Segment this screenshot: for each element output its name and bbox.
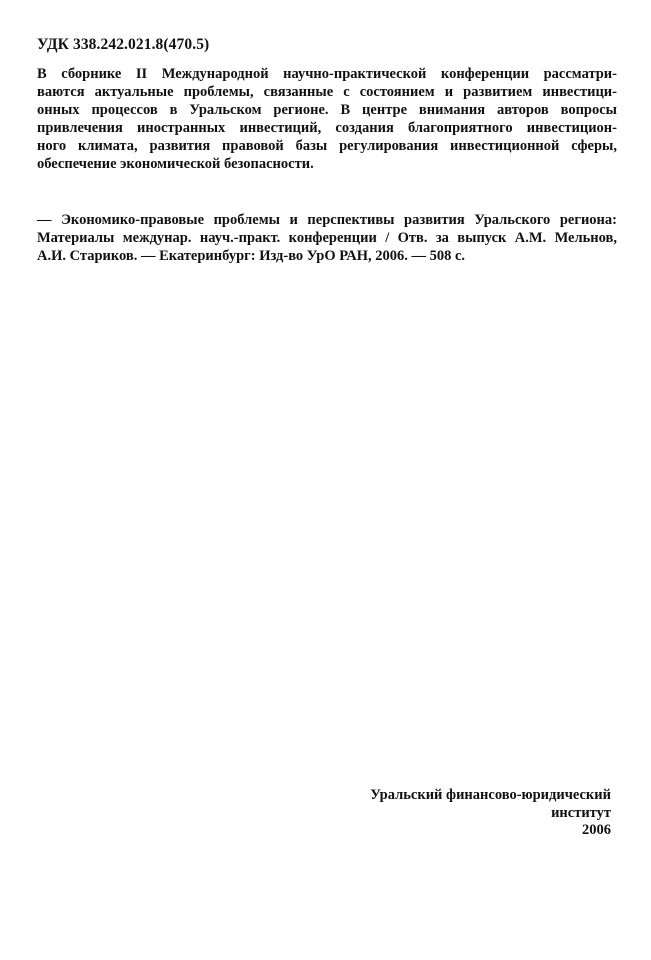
publisher-name-continued: институт [551,804,611,821]
abstract-line: ваются актуальные проблемы, связанные с состоянием и развитием инвестици- [37,84,617,100]
abstract-line: онных процессов в Уральском регионе. В центре внимания авторов вопросы [37,102,617,118]
abstract-paragraph [37,65,617,173]
publisher-block [370,787,611,840]
citation-line: Материалы междунар. науч.-практ. конференции / Отв. за выпуск А.М. Мельнов, [37,230,617,246]
abstract-line: В сборнике II Международной научно-практической конференции рассматри- [37,66,617,82]
citation-line: — Экономико-правовые проблемы и перспективы развития Уральского региона: [37,212,617,228]
publication-year: 2006 [582,822,611,838]
publisher-name: Уральский финансово-юридический [370,787,611,803]
bibliographic-citation [37,211,617,265]
udk-code: УДК 338.242.021.8(470.5) [37,36,210,53]
abstract-line: привлечения иностранных инвестиций, создания благоприятного инвестицион- [37,120,617,136]
abstract-line: обеспечение экономической безопасности. [37,156,314,172]
citation-line: А.И. Стариков. — Екатеринбург: Изд-во УрО РАН, 2006. — 508 с. [37,248,466,264]
abstract-line: ного климата, развития правовой базы регулирования инвестиционной сферы, [37,138,617,154]
